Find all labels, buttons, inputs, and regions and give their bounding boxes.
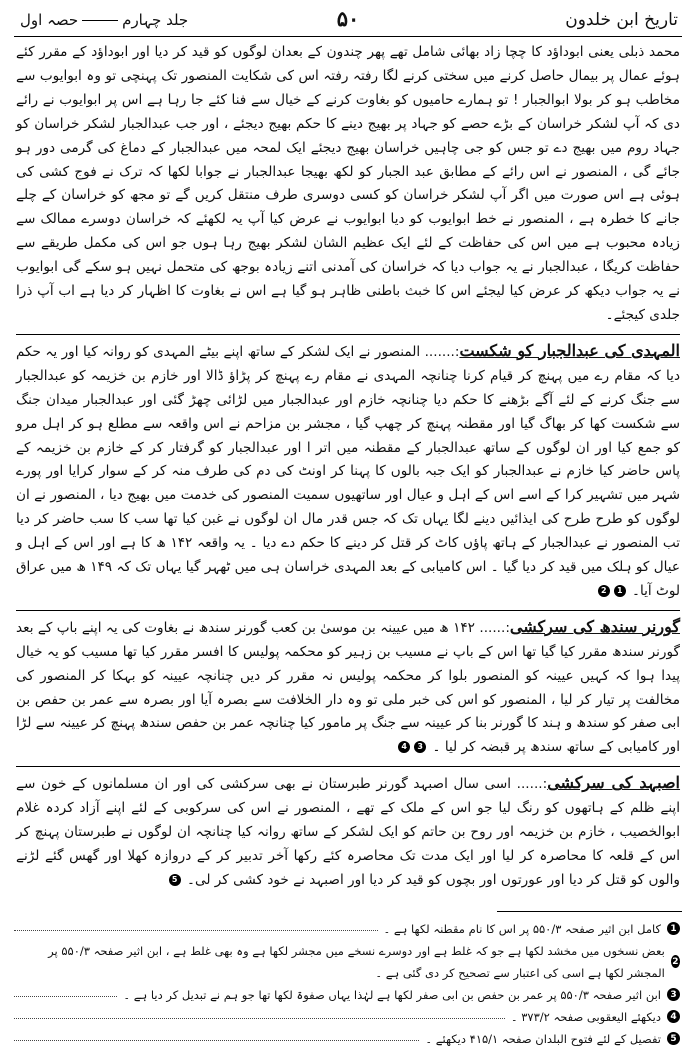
section-divider: [16, 766, 680, 767]
footnote-ref-3[interactable]: 3: [414, 741, 426, 753]
paragraph-2-text: :....... المنصور نے ایک لشکر کے ساتھ اپنے بیٹے المہدی کو روانہ کیا اور یہ حکم دیا کہ مقام رے میں پہنچ کر قیام کرنا چنانچہ المہدی نے مقام رے پہنچ کر پڑاؤ ڈالا اور خازم بن خزیمہ کو عبدالجبار سے جنگ کرنے کے لئے آگے بڑھنے کا حکم دیا چنانچہ خازم اور عبدالجبار میں لڑائی چھڑ گئی اور عبدالجبار میدان جنگ سے شکست کھا کر بھاگ گیا اور مقطنہ پہنچ کر چھپ گیا ، مجشر بن مزاحم نے اس واقعہ سے مطلع ہو کر اہل مرو کو جمع کیا اور ان لوگوں کے ساتھ عبدالجبار کے مقطنہ میں اتر ا اور عبدالجبار کو گرفتار کر کے خازم بن خزیمہ کے پاس حاضر کیا خازم نے عبدالجبار کو ایک جبہ بالوں کا پہنا کر اونٹ کی دم کی طرف منہ کر کے سوار کرایا اور پورے شہر میں تشہیر کرا کے اسے اس کے اہل و عیال اور ساتھیوں سمیت المنصور کی خدمت میں بھیج دیا ، المنصور نے ان لوگوں کو طرح طرح کی ایذائیں دینے لگا یہاں تک کہ جس قدر مال ان لوگوں نے غبن کیا تھا سب کا سب حاضر کر دیا تب المنصور نے عبدالجبار کے ہاتھ پاؤں کاٹ کر قتل کر دینے کا حکم دے دیا ۔ یہ واقعہ ۱۴۲ ھ کا ہے اور اس کے اہل و عیال کو ہلک میں قید کر دیا گیا ۔ اس کامیابی کے بعد المہدی خراسان ہی میں ٹھہر گیا یہاں تک کہ ۱۴۹ ھ میں عراق لوٹ آیا۔: [16, 343, 680, 599]
footnote-text: ابن اثیر صفحہ ۵۵۰/۳ پر عمر بن حفص بن ابی صفر لکھا ہے لہٰذا یہاں صفوۃ لکھا تھا جو ہم نے تبدیل کر دیا ہے ۔: [123, 987, 661, 1002]
footnote-text: بعض نسخوں میں مخشد لکھا ہے جو کہ غلط ہے اور دوسرے نسخے میں مجشر لکھا ہے وہ بھی غلط ہے ، ابن اثیر صفحہ ۵۵۰/۳ پر المجشر لکھا ہے اسی کی اعتبار سے تصحیح کر دی گئی ہے ۔: [48, 943, 665, 980]
footnote-number: 1: [667, 922, 680, 935]
footnote-number: 5: [667, 1032, 680, 1045]
volume-info: [18, 11, 190, 29]
dotted-leader: [14, 1040, 419, 1041]
section-heading-mahdi: المہدی کی عبدالجبار کو شکست: [459, 340, 680, 360]
footnote-ref-1[interactable]: 1: [614, 585, 626, 597]
section-heading-sindh: گورنر سندھ کی سرکشی: [509, 616, 680, 636]
footnote-rule: [497, 911, 682, 912]
footnote-number: 3: [667, 988, 680, 1001]
dotted-leader: [14, 930, 378, 931]
footnote-ref-2[interactable]: 2: [598, 585, 610, 597]
footnote: [14, 918, 680, 940]
footnotes: [14, 918, 682, 1050]
main-text: [14, 37, 682, 893]
paragraph-3: [16, 615, 680, 760]
footnote-ref-5[interactable]: 5: [169, 874, 181, 886]
footnote-number: 4: [667, 1010, 680, 1023]
paragraph-4: [16, 771, 680, 893]
footnote-text: تفصیل کے لئے فتوح البلدان صفحہ ۴۱۵/۱ دیکھئے ۔: [425, 1031, 661, 1046]
footnote-number: 2: [672, 956, 679, 967]
section-divider: [16, 334, 680, 335]
footnote: [14, 1006, 680, 1028]
footnote-text: دیکھئے الیعقوبی صفحہ ۳۷۳/۲ ۔: [510, 1009, 661, 1024]
paragraph-2: [16, 339, 680, 604]
footnote: [14, 1028, 680, 1050]
section-divider: [16, 610, 680, 611]
footnote: [14, 940, 680, 984]
page-header: [14, 6, 682, 37]
paragraph-1-text: محمد ذبلی یعنی ابوداؤد کا چچا زاد بھائی شامل تھے پھر چندون کے بعدان لوگوں کو قید کر دیا اور ابوداؤد کے مقرر کئے ہوئے عمال پر بیمال حاصل کرنے میں سختی کرنے لگا رفتہ رفتہ اس کی شکایت المنصور تک پہنچی تو وہ ابوایوب سے مخاطب ہو کر بولا ابوالجبار ! تو ہمارے حامیوں کو بغاوت کرنے کے خیال سے فنا کئے جا رہا ہے اس پر ابوایوب نے رائے دی کہ آپ لشکر خراسان کے بڑے حصے کو جہاد پر بھیج دینے کا حکم بھیج دیجئے ، اور جب عبدالجبار لشکر خراسان کو جہاد روم میں بھیج دے تو جس کو جی چاہیں خراسان بھیج دیجئے ایک لمحہ میں عبدالجبار کے دماغ کی گرمی دور ہو جائے گی ، المنصور نے اس رائے کے مطابق عبد الجبار کو لکھ بھیجا عبدالجبار نے جوابا لکھا کہ ترک نے فوج کشی کی ہوئی ہے اس صورت میں اگر آپ لشکر خراسان کو کسی دوسری طرف منتقل کریں گے تو مجھ کو خراسان کے چلے جانے کا خطرہ ہے ، المنصور نے خط ابوایوب کو دیا ابوایوب نے عرض کیا آپ یہ لکھئے کہ خراسان دوسرے ممالک سے زیادہ محبوب ہے میں اس کی حفاظت کے لئے ایک عظیم الشان لشکر بھیج رہا ہوں جو اس کی مکمل طریقے سے حفاظت کریگا ، عبدالجبار نے یہ جواب دیا کہ خراسان کی آمدنی اتنے زیادہ بوجھ کی متحمل نہیں ہو سکے گی ابوایوب نے یہ جواب دیکھ کر عرض کیا لیجئے اس کا خبث باطنی ظاہر ہو گیا ہے اس نے بغاوت کا اظہار کر دیا ہے اب آپ ذرا جلدی کیجئے۔: [16, 44, 680, 323]
paragraph-3-text: :...... ۱۴۲ ھ میں عیینہ بن موسیٰ بن کعب گورنر سندھ نے بغاوت کی یہ اپنے باپ کے بعد گورنر سندھ مقرر کیا گیا تھا اس کے باپ نے مسیب بن زہیر کو محکمہ پولیس کا افسر مقرر کیا تھا مسیب کو یہ خیال پیدا ہوا کہ کہیں عیینہ کو المنصور بلوا کر محکمہ پولیس نہ مقرر کر دیں چنانچہ عیینہ کو بہکا کر المنصور کی مخالفت پر تیار کر لیا ، المنصور کو اس کی خبر ملی تو وہ دار الخلافت سے بصرہ آیا اور بصرہ سے عمر بن حفص بن ابی صفر کو سندھ و ہند کا گورنر بنا کر عیینہ سے جنگ پر مامور کیا چنانچہ عمر بن حفص سندھ پہنچ کر عیینہ سے لڑا اور کامیابی کے ساتھ سندھ پر قبضہ کر لیا ۔: [16, 619, 680, 756]
dash-divider: [82, 20, 118, 21]
part-label: حصہ اول: [20, 11, 79, 29]
footnote-ref-4[interactable]: 4: [398, 741, 410, 753]
dotted-leader: [14, 1018, 505, 1019]
dotted-leader: [14, 996, 117, 997]
section-heading-isbahbad: اصبہد کی سرکشی: [547, 773, 681, 793]
book-title: تاریخ ابن خلدون: [565, 10, 678, 30]
page-number: ۵۰: [336, 6, 360, 31]
volume-label: جلد چہارم: [122, 11, 189, 29]
footnote-text: کامل ابن اثیر صفحہ ۵۵۰/۳ پر اس کا نام مقطنہ لکھا ہے ۔: [383, 921, 661, 936]
paragraph-4-text: :...... اسی سال اصبہد گورنر طبرستان نے بھی سرکشی کی اور ان مسلمانوں کے خون سے اپنے ظلم کے ہاتھوں کو رنگ لیا جو اس کے ملک کے تھے ، المنصور نے اس کی سرکوبی کے لئے اپنے آزاد کردہ غلام ابوالخصیب ، خازم بن خزیمہ اور روح بن حاتم کو ایک لشکر کے ساتھ روانہ کیا چنانچہ ان لوگوں نے طبرستان پہنچ کر اس کے قلعہ کا محاصرہ کر لیا اور ایک مدت تک محاصرہ کئے رکھا آخر تدبیر کر کے دروازہ کھلا اور گھس گئے لڑنے والوں کو قتل کر دیا اور عورتوں اور بچوں کو قید کر دیا اور اصبہد نے خود کشی کر لی۔: [16, 776, 680, 888]
paragraph-1: [16, 41, 680, 328]
footnote: [14, 984, 680, 1006]
page: [14, 6, 682, 1046]
